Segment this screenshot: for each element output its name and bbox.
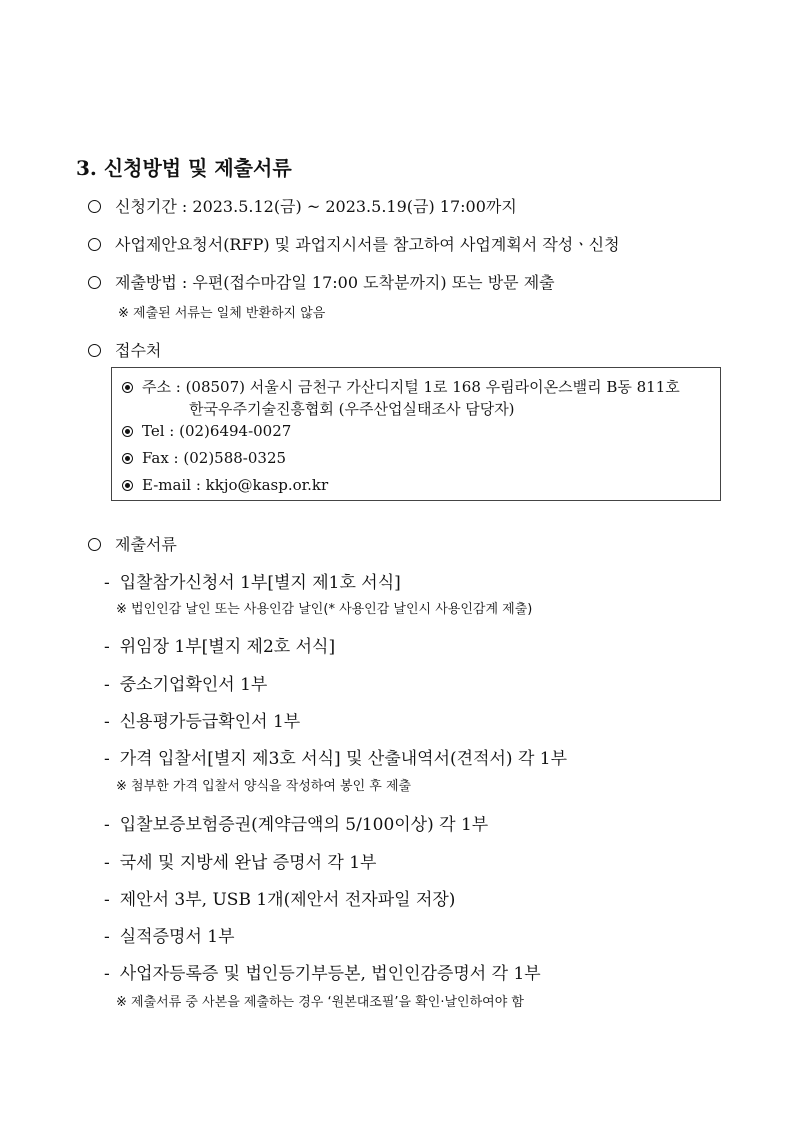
radio-bullet-icon: [122, 480, 133, 491]
document-note: ※ 첨부한 가격 입찰서 양식을 작성하여 봉인 후 제출: [116, 779, 412, 794]
document-item-text: 중소기업확인서 1부: [119, 675, 268, 695]
document-note: ※ 법인인감 날인 또는 사용인감 날인(* 사용인감 날인시 사용인감계 제출): [116, 602, 533, 617]
bullet-rfp: [88, 232, 620, 255]
document-item-text: 가격 입찰서[별지 제3호 서식] 및 산출내역서(견적서) 각 1부: [119, 749, 568, 769]
fax-line: [122, 449, 286, 467]
document-item-text: 신용평가등급확인서 1부: [119, 712, 301, 732]
circle-bullet-icon: [88, 344, 101, 357]
document-item-text: 국세 및 지방세 완납 증명서 각 1부: [119, 853, 377, 873]
reception-heading: [88, 338, 161, 361]
document-item: - 실적증명서 1부: [104, 927, 235, 947]
reception-box: [111, 367, 721, 501]
circle-bullet-icon: [88, 238, 101, 251]
document-item-text: 사업자등록증 및 법인등기부등본, 법인인감증명서 각 1부: [119, 964, 541, 984]
circle-bullet-icon: [88, 276, 101, 289]
document-item: - 가격 입찰서[별지 제3호 서식] 및 산출내역서(견적서) 각 1부: [104, 749, 568, 769]
documents-heading-text: 제출서류: [115, 535, 177, 554]
address-line: [122, 376, 680, 397]
submission-note: ※ 제출된 서류는 일체 반환하지 않음: [118, 306, 326, 321]
circle-bullet-icon: [88, 538, 101, 551]
document-item-text: 위임장 1부[별지 제2호 서식]: [119, 637, 336, 657]
address-text: 주소 : (08507) 서울시 금천구 가산디지털 1로 168 우림라이온스밸리 B동 811호: [142, 378, 680, 396]
radio-bullet-icon: [122, 426, 133, 437]
section-title: 3. 신청방법 및 제출서류: [76, 156, 292, 180]
document-item: - 제안서 3부, USB 1개(제안서 전자파일 저장): [104, 890, 456, 910]
email-text: E-mail : kkjo@kasp.or.kr: [142, 476, 329, 494]
document-item-text: 입찰보증보험증권(계약금액의 5/100이상) 각 1부: [119, 815, 489, 835]
document-item-text: 입찰참가신청서 1부[별지 제1호 서식]: [119, 573, 401, 593]
circle-bullet-icon: [88, 200, 101, 213]
tel-text: Tel : (02)6494-0027: [142, 422, 292, 440]
document-note: ※ 제출서류 중 사본을 제출하는 경우 ‘원본대조필’을 확인·날인하여야 함: [116, 995, 524, 1010]
documents-heading: [88, 532, 177, 555]
radio-bullet-icon: [122, 382, 133, 393]
bullet-text: 사업제안요청서(RFP) 및 과업지시서를 참고하여 사업계획서 작성ㆍ신청: [115, 235, 620, 254]
bullet-text: 신청기간 : 2023.5.12(금) ~ 2023.5.19(금) 17:00까지: [115, 197, 517, 216]
document-item: - 국세 및 지방세 완납 증명서 각 1부: [104, 853, 377, 873]
tel-line: [122, 422, 291, 440]
address-organization: 한국우주기술진흥협회 (우주산업실태조사 담당자): [189, 400, 515, 418]
reception-heading-text: 접수처: [115, 341, 162, 360]
document-item-text: 제안서 3부, USB 1개(제안서 전자파일 저장): [119, 890, 456, 910]
radio-bullet-icon: [122, 453, 133, 464]
document-item: - 사업자등록증 및 법인등기부등본, 법인인감증명서 각 1부: [104, 964, 541, 984]
email-line: [122, 476, 328, 494]
document-item: - 입찰참가신청서 1부[별지 제1호 서식]: [104, 573, 401, 593]
fax-text: Fax : (02)588-0325: [142, 449, 287, 467]
document-item: - 중소기업확인서 1부: [104, 675, 268, 695]
document-item: - 신용평가등급확인서 1부: [104, 712, 301, 732]
document-item: - 위임장 1부[별지 제2호 서식]: [104, 637, 336, 657]
document-item-text: 실적증명서 1부: [119, 927, 235, 947]
bullet-submission-method: [88, 270, 555, 293]
bullet-text: 제출방법 : 우편(접수마감일 17:00 도착분까지) 또는 방문 제출: [115, 273, 555, 292]
document-item: - 입찰보증보험증권(계약금액의 5/100이상) 각 1부: [104, 815, 489, 835]
bullet-application-period: [88, 194, 517, 217]
